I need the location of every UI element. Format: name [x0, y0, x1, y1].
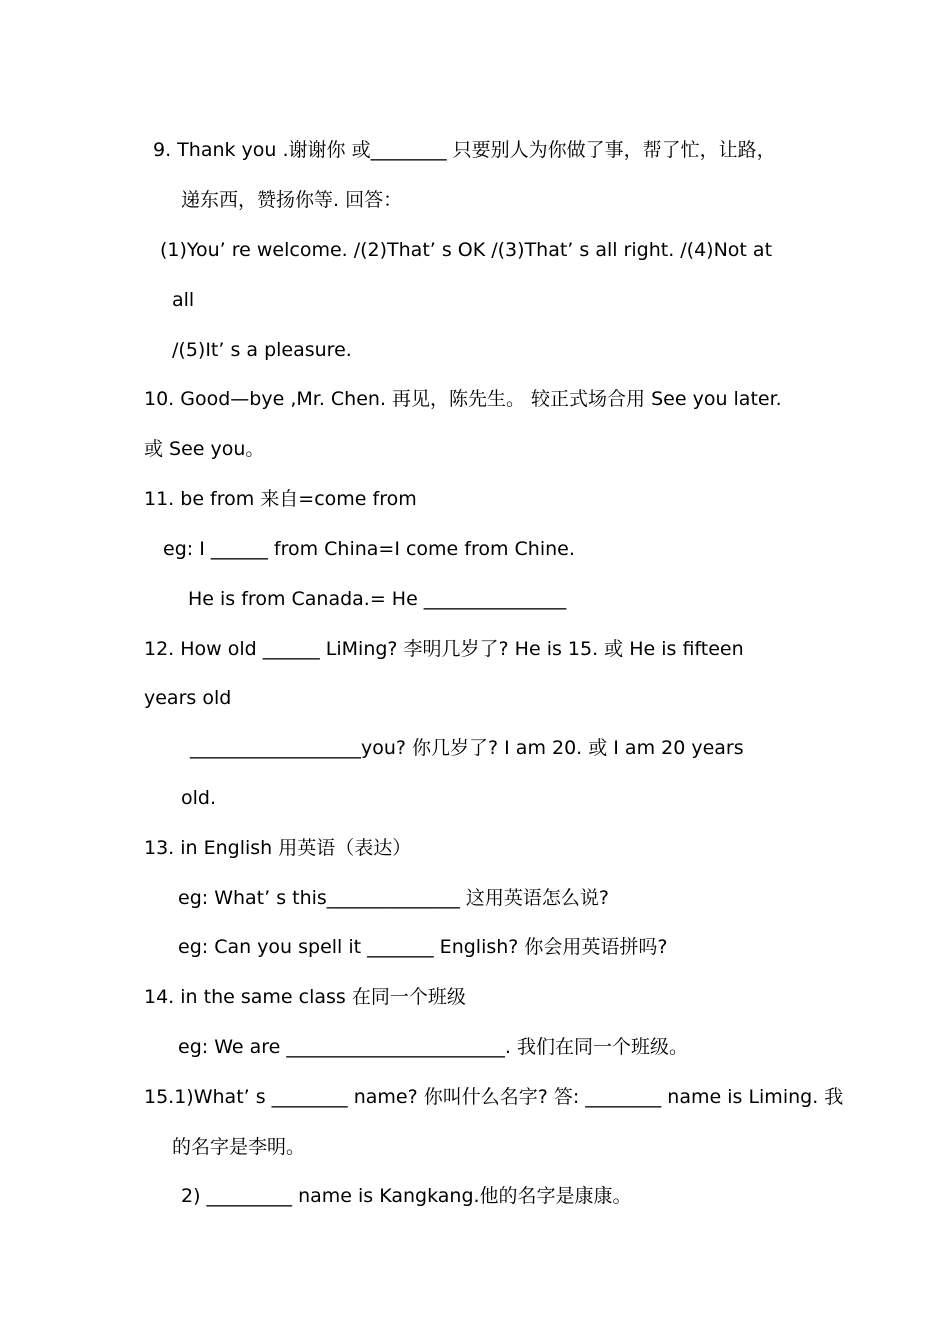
- item-9-answers-line-1: (1)You’ re welcome. /(2)That’ s OK /(3)That’ s all right. /(4)Not at: [160, 239, 773, 261]
- item-13-heading: 13. in English 用英语（表达）: [144, 837, 412, 859]
- item-15-line-3: 2) _________ name is Kangkang.他的名字是康康。: [181, 1185, 632, 1207]
- item-9-line-1: 9. Thank you .谢谢你 或________ 只要别人为你做了事，帮了忙，让路，: [153, 139, 776, 161]
- item-11-example-1: eg: I ______ from China=I come from Chine.: [163, 538, 575, 560]
- item-12-line-1: 12. How old ______ LiMing? 李明几岁了? He is 15. 或 He is fifteen: [144, 638, 744, 660]
- item-9-answers-line-2: all: [172, 289, 195, 311]
- item-15-line-1: 15.1)What’ s ________ name? 你叫什么名字? 答: ________ name is Liming. 我: [144, 1086, 844, 1108]
- item-12-line-2: years old: [144, 687, 232, 709]
- item-13-example-1: eg: What’ s this______________ 这用英语怎么说?: [178, 887, 609, 909]
- item-13-example-2: eg: Can you spell it _______ English? 你会用英语拼吗?: [178, 936, 668, 958]
- item-11-example-2: He is from Canada.= He _______________: [188, 588, 567, 610]
- item-14-example: eg: We are _______________________. 我们在同一个班级。: [178, 1036, 688, 1058]
- item-12-line-3: __________________you? 你几岁了? I am 20. 或 I am 20 years: [190, 737, 744, 759]
- item-15-line-2: 的名字是李明。: [172, 1136, 306, 1158]
- item-9-answers-line-3: /(5)It’ s a pleasure.: [172, 339, 352, 361]
- item-10-line-2: 或 See you。: [144, 438, 265, 460]
- item-10-line-1: 10. Good—bye ,Mr. Chen. 再见，陈先生。 较正式场合用 See you later.: [144, 388, 782, 410]
- item-9-line-2: 递东西，赞扬你等. 回答：: [181, 189, 403, 211]
- item-12-line-4: old.: [181, 787, 217, 809]
- item-11-heading: 11. be from 来自=come from: [144, 488, 417, 510]
- item-14-heading: 14. in the same class 在同一个班级: [144, 986, 466, 1008]
